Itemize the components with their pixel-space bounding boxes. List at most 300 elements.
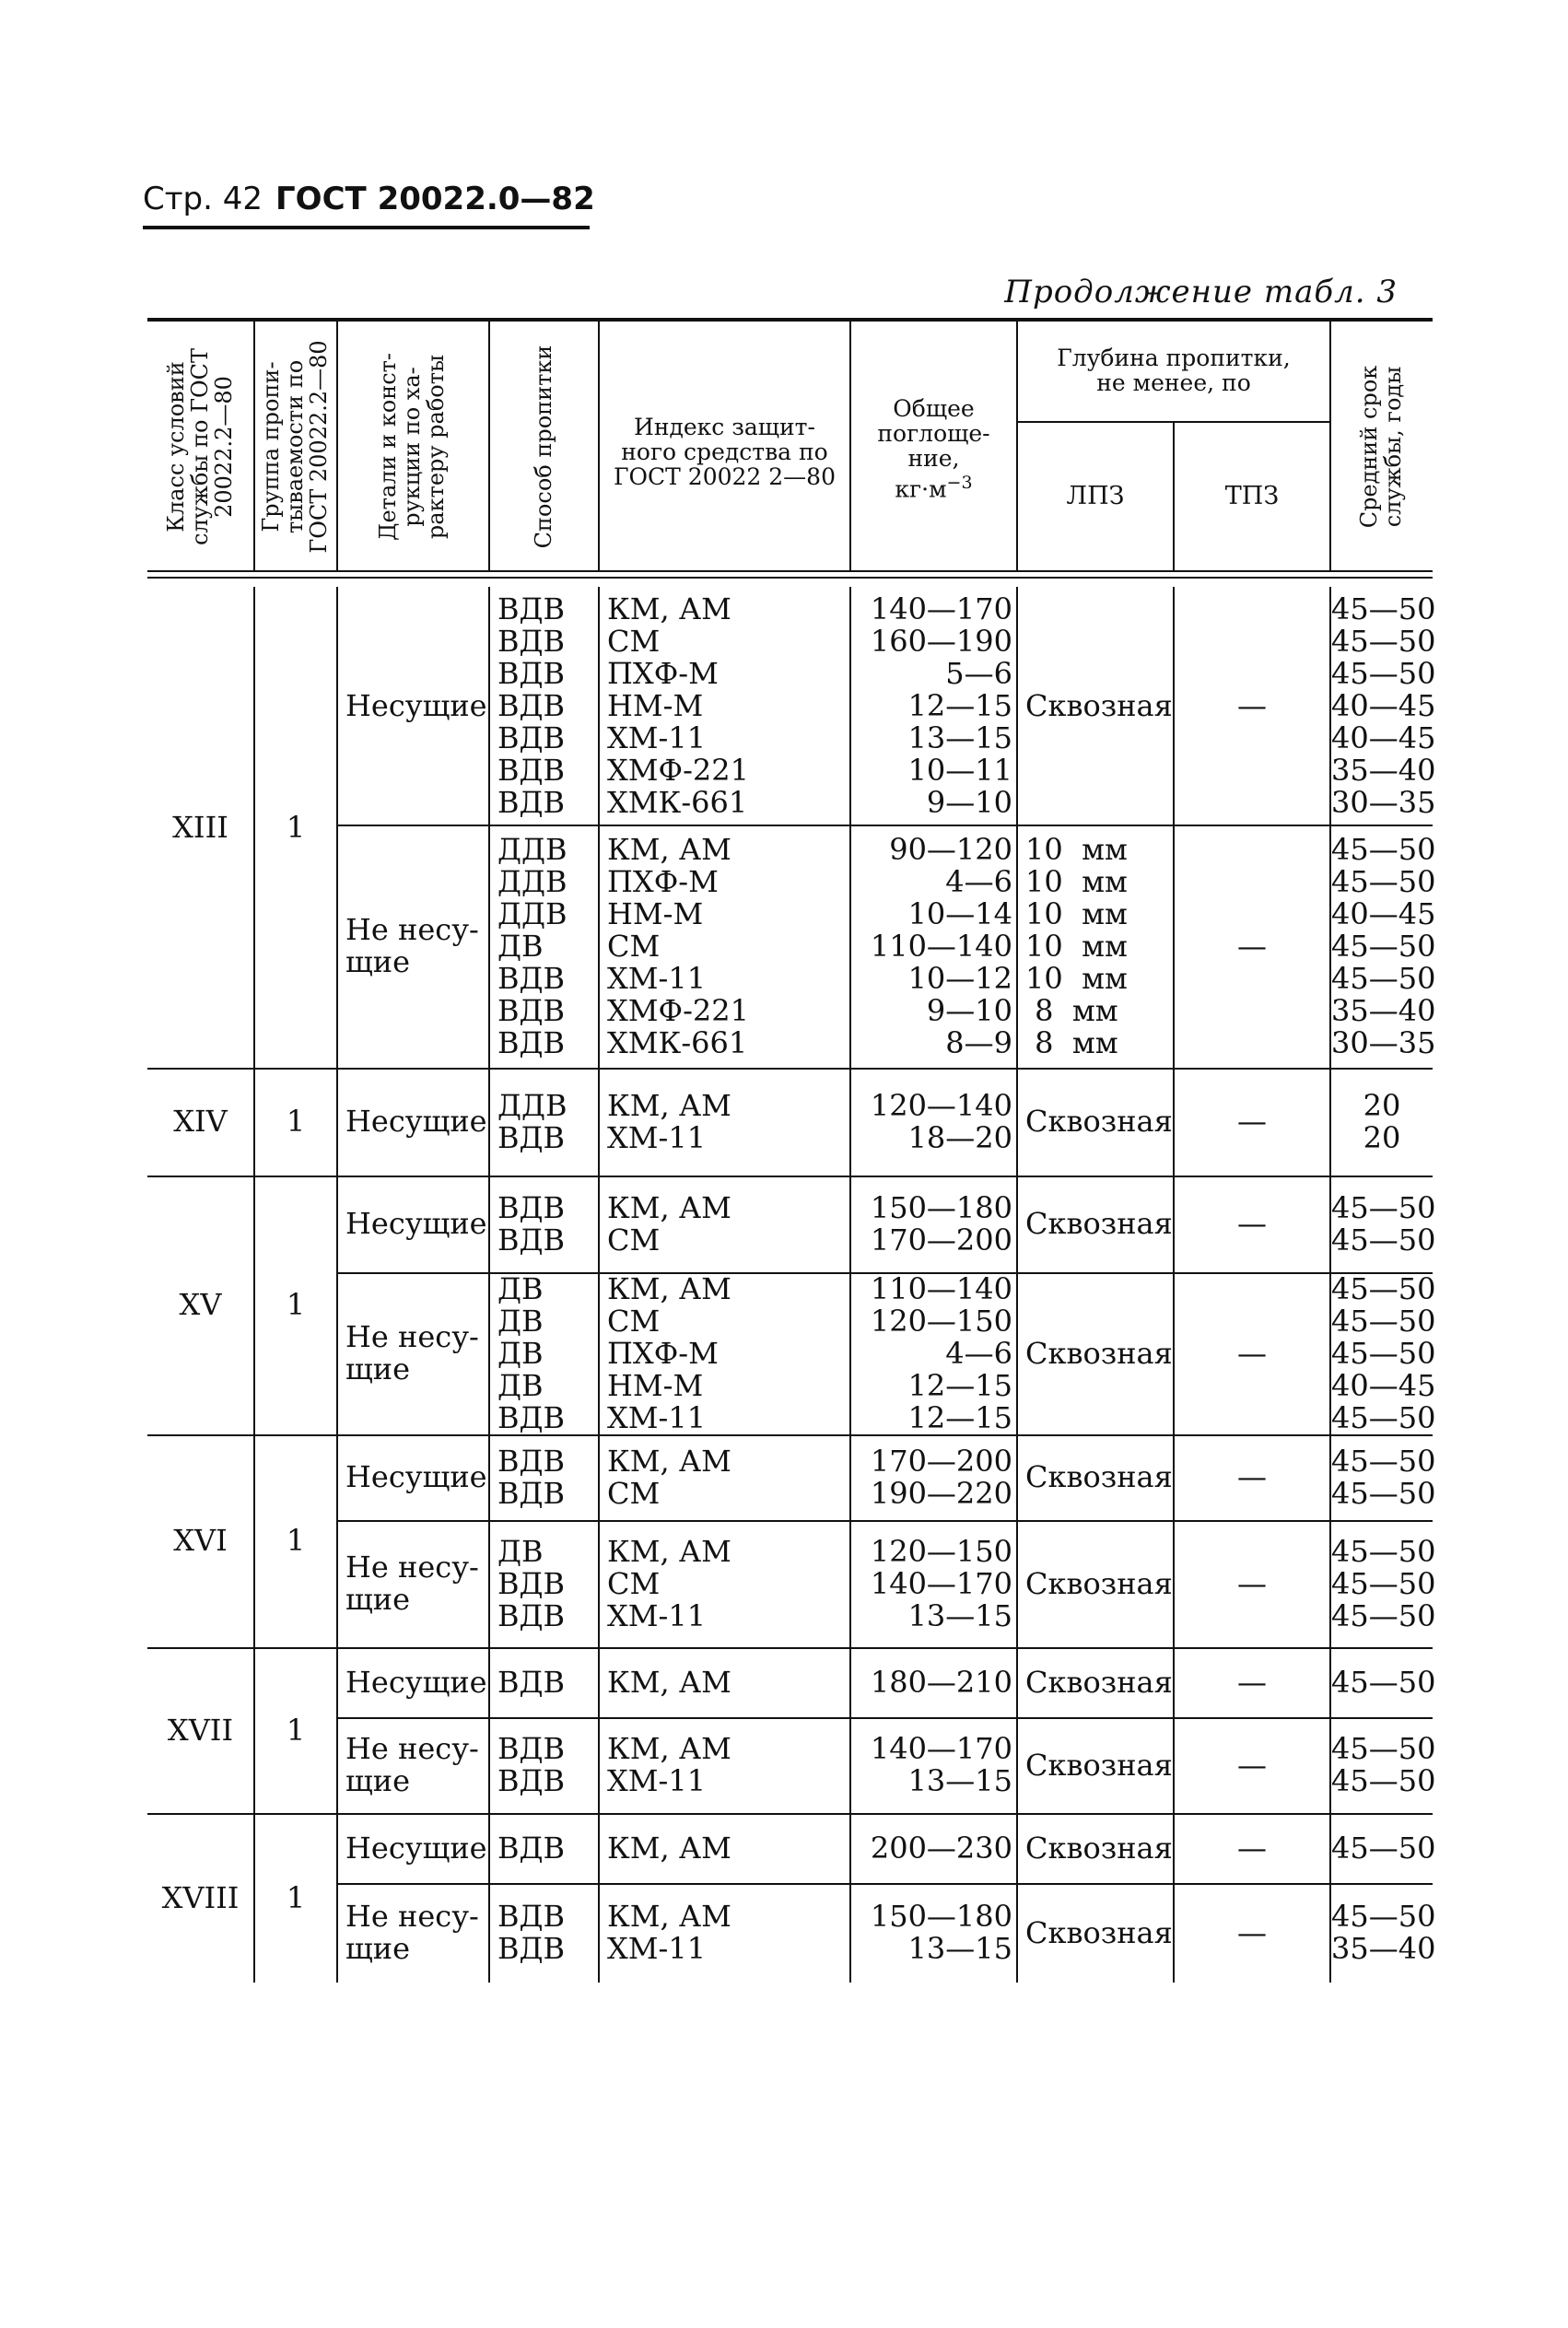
cell-line: ДВ — [497, 1335, 544, 1371]
life-cell — [1331, 1647, 1436, 1717]
cell-line: 140—170 — [870, 1731, 1012, 1766]
absorption-cell — [855, 1717, 1012, 1813]
cell-line: КМ, АМ — [607, 831, 731, 867]
method-cell — [497, 825, 591, 1068]
method-cell — [497, 1647, 591, 1717]
cell-line: Сквозная — [1025, 1664, 1173, 1700]
cell-line: Сквозная — [1025, 1914, 1173, 1950]
lpz-cell — [1025, 1434, 1171, 1520]
body-col-divider — [849, 587, 851, 1983]
cell-line: 9—10 — [926, 992, 1012, 1028]
cell-line: 13—15 — [907, 1931, 1012, 1966]
parts-cell — [345, 1647, 486, 1717]
cell-line: 12—15 — [907, 1367, 1012, 1403]
cell-line: ВДВ — [497, 1119, 566, 1155]
cell-line: 5—6 — [945, 655, 1012, 691]
cell-line: 30—35 — [1331, 1024, 1436, 1060]
group-cell — [255, 1813, 336, 1983]
absorption-cell — [855, 1647, 1012, 1717]
parts-cell — [345, 1176, 486, 1272]
cell-line: 45—50 — [1331, 1597, 1436, 1633]
class-value: XIV — [173, 1104, 228, 1139]
cell-line: 40—45 — [1331, 719, 1436, 755]
cell-line: НМ-М — [607, 895, 704, 931]
method-cell — [497, 1434, 591, 1520]
life-cell — [1331, 1270, 1436, 1435]
absorption-cell — [855, 1813, 1012, 1883]
cell-line: КМ, АМ — [607, 1664, 731, 1700]
lpz-cell — [1025, 825, 1171, 1068]
cell-line: 45—50 — [1331, 1399, 1436, 1435]
cell-line: 150—180 — [870, 1899, 1012, 1934]
cell-line: ХМ-11 — [607, 1399, 707, 1435]
absorption-cell — [855, 1176, 1012, 1272]
cell-line: 45—50 — [1331, 655, 1436, 691]
cell-line: Несущие — [345, 1104, 487, 1139]
cell-line: Несущие — [345, 1664, 487, 1700]
cell-line: 13—15 — [907, 1597, 1012, 1633]
cell-line: ВДВ — [497, 623, 566, 659]
index-cell — [607, 1434, 842, 1520]
lpz-cell — [1025, 1717, 1171, 1813]
group-value: 1 — [286, 1712, 306, 1748]
cell-line: щие — [345, 1582, 411, 1617]
cell-line: ВДВ — [497, 752, 566, 788]
absorption-cell — [855, 1434, 1012, 1520]
cell-line: 8—9 — [945, 1024, 1012, 1060]
method-cell — [497, 587, 591, 825]
tpz-value: — — [1237, 1335, 1267, 1371]
cell-line: Не несу- — [345, 1731, 479, 1766]
cell-line: 40—45 — [1331, 687, 1436, 723]
cell-line: 8 мм — [1025, 992, 1118, 1028]
cell-line: 110—140 — [870, 928, 1012, 964]
tpz-cell — [1175, 825, 1329, 1068]
cell-line: ХМ-11 — [607, 1119, 707, 1155]
cell-line: 45—50 — [1331, 1222, 1436, 1258]
class-value: XVIII — [161, 1879, 240, 1915]
life-cell — [1331, 825, 1436, 1068]
header-depth: Глубина пропитки, не менее, по — [1057, 345, 1291, 396]
class-cell — [147, 1434, 253, 1647]
lpz-cell — [1025, 1520, 1171, 1647]
cell-line: 12—15 — [907, 1399, 1012, 1435]
cell-line: Сквозная — [1025, 1335, 1173, 1371]
cell-line: 190—220 — [870, 1475, 1012, 1511]
tpz-cell — [1175, 1647, 1329, 1717]
index-cell — [607, 1813, 842, 1883]
cell-line: Не несу- — [345, 1550, 479, 1585]
cell-line: 9—10 — [926, 784, 1012, 820]
tpz-value: — — [1237, 1565, 1267, 1601]
cell-line: ВДВ — [497, 1475, 566, 1511]
cell-line: ХМ-11 — [607, 1597, 707, 1633]
cell-line: ХМ-11 — [607, 960, 707, 996]
cell-line: ВДВ — [497, 1731, 566, 1766]
cell-line: Несущие — [345, 1459, 487, 1494]
header-bottom-rule-2 — [147, 577, 1433, 579]
tpz-value: — — [1237, 1914, 1267, 1950]
cell-line: КМ, АМ — [607, 1443, 731, 1479]
parts-cell — [345, 587, 486, 825]
cell-line: Сквозная — [1025, 1459, 1173, 1494]
class-cell — [147, 1068, 253, 1176]
cell-line: ВДВ — [497, 1830, 566, 1866]
cell-line: 45—50 — [1331, 1475, 1436, 1511]
cell-line: ВДВ — [497, 1931, 566, 1966]
life-cell — [1331, 1176, 1436, 1272]
cell-line: ВДВ — [497, 687, 566, 723]
cell-line: щие — [345, 1931, 411, 1966]
cell-line: ВДВ — [497, 591, 566, 626]
cell-line: КМ, АМ — [607, 1189, 731, 1225]
group-value: 1 — [286, 1104, 306, 1139]
col-divider-1 — [253, 321, 255, 571]
tpz-value: — — [1237, 1830, 1267, 1866]
header-lpz: ЛПЗ — [1066, 482, 1125, 510]
lpz-cell — [1025, 1176, 1171, 1272]
class-cell — [147, 1176, 253, 1434]
cell-line: 40—45 — [1331, 1367, 1436, 1403]
class-cell — [147, 1813, 253, 1983]
tpz-cell — [1175, 1717, 1329, 1813]
cell-line: Сквозная — [1025, 1206, 1173, 1241]
life-cell — [1331, 1813, 1436, 1883]
lpz-cell — [1025, 1647, 1171, 1717]
body-col-divider — [1016, 587, 1018, 1983]
class-value: XIII — [172, 809, 228, 845]
cell-line: 45—50 — [1331, 863, 1436, 899]
parts-cell — [345, 1068, 486, 1176]
cell-line: ДВ — [497, 1533, 544, 1569]
tpz-cell — [1175, 1813, 1329, 1883]
cell-line: 45—50 — [1331, 623, 1436, 659]
cell-line: 13—15 — [907, 1763, 1012, 1798]
cell-line: ВДВ — [497, 1565, 566, 1601]
lpz-cell — [1025, 1813, 1171, 1883]
cell-line: ВДВ — [497, 1222, 566, 1258]
class-value: XVII — [167, 1712, 234, 1748]
cell-line: 45—50 — [1331, 928, 1436, 964]
cell-line: КМ, АМ — [607, 1533, 731, 1569]
cell-line: ПХФ-М — [607, 655, 719, 691]
absorption-cell — [855, 825, 1012, 1068]
tpz-value: — — [1237, 1104, 1267, 1139]
group-cell — [255, 587, 336, 1068]
parts-cell — [345, 1520, 486, 1647]
class-cell — [147, 587, 253, 1068]
cell-line: ВДВ — [497, 1189, 566, 1225]
group-value: 1 — [286, 1287, 306, 1322]
cell-line: 4—6 — [945, 863, 1012, 899]
tpz-cell — [1175, 1272, 1329, 1434]
cell-line: ХМФ-221 — [607, 992, 749, 1028]
tpz-value: — — [1237, 687, 1267, 723]
header-parts: Детали и конст- рукции по ха- рактеру работы — [375, 352, 449, 542]
group-cell — [255, 1068, 336, 1176]
col-divider-8 — [1329, 321, 1331, 571]
cell-line: 45—50 — [1331, 591, 1436, 626]
life-cell — [1331, 1717, 1436, 1813]
cell-line: 160—190 — [870, 623, 1012, 659]
parts-cell — [345, 825, 486, 1068]
cell-line: 170—200 — [870, 1222, 1012, 1258]
cell-line: 45—50 — [1331, 1533, 1436, 1569]
cell-line: СМ — [607, 623, 661, 659]
cell-line: КМ, АМ — [607, 1731, 731, 1766]
cell-line: 110—140 — [870, 1270, 1012, 1306]
cell-line: НМ-М — [607, 687, 704, 723]
cell-line: ВДВ — [497, 1399, 566, 1435]
class-value: XV — [179, 1287, 222, 1322]
data-table — [147, 318, 1436, 2156]
cell-line: ДВ — [497, 1367, 544, 1403]
page-header — [143, 181, 595, 217]
cell-line: ВДВ — [497, 1763, 566, 1798]
method-cell — [497, 1717, 591, 1813]
lpz-cell — [1025, 1272, 1171, 1434]
index-cell — [607, 1272, 842, 1434]
body-col-divider — [598, 587, 600, 1983]
cell-line: Не несу- — [345, 912, 479, 947]
cell-line: ВДВ — [497, 719, 566, 755]
method-cell — [497, 1883, 591, 1983]
header-absorption: Общее поглоще- ние, $кг\cdot м^{-3}$ — [877, 395, 990, 503]
index-cell — [607, 1176, 842, 1272]
lpz-cell — [1025, 587, 1171, 825]
cell-line: 120—140 — [870, 1087, 1012, 1123]
cell-line: 10 мм — [1025, 863, 1128, 899]
cell-line: Сквозная — [1025, 1747, 1173, 1783]
method-cell — [497, 1272, 591, 1434]
parts-cell — [345, 1272, 486, 1434]
cell-line: Не несу- — [345, 1899, 479, 1934]
absorption-cell — [855, 1520, 1012, 1647]
method-cell — [497, 1176, 591, 1272]
group-cell — [255, 1434, 336, 1647]
cell-line: 180—210 — [870, 1664, 1012, 1700]
cell-line: Несущие — [345, 687, 487, 723]
table-top-rule — [147, 318, 1433, 322]
tpz-cell — [1175, 587, 1329, 825]
cell-line: 10 мм — [1025, 895, 1128, 931]
life-cell — [1331, 1520, 1436, 1647]
cell-line: ВДВ — [497, 784, 566, 820]
cell-line: 35—40 — [1331, 752, 1436, 788]
cell-line: ХМ-11 — [607, 719, 707, 755]
lpz-cell — [1025, 1068, 1171, 1176]
cell-line: 30—35 — [1331, 784, 1436, 820]
col-divider-3 — [488, 321, 490, 571]
cell-line: Сквозная — [1025, 1565, 1173, 1601]
cell-line: 10—14 — [907, 895, 1012, 931]
cell-line: ДДВ — [497, 863, 568, 899]
header-method: Способ пропитки — [531, 345, 556, 549]
body-col-divider — [488, 587, 490, 1983]
cell-line: 45—50 — [1331, 1303, 1436, 1339]
cell-line: ПХФ-М — [607, 863, 719, 899]
cell-line: Сквозная — [1025, 1104, 1173, 1139]
cell-line: СМ — [607, 1475, 661, 1511]
tpz-cell — [1175, 1883, 1329, 1983]
group-value: 1 — [286, 1523, 306, 1558]
cell-line: 45—50 — [1331, 1443, 1436, 1479]
cell-line: ВДВ — [497, 1597, 566, 1633]
cell-line: 20 — [1363, 1119, 1401, 1155]
cell-line: 140—170 — [870, 1565, 1012, 1601]
cell-line: Сквозная — [1025, 687, 1173, 723]
cell-line: 40—45 — [1331, 895, 1436, 931]
header-tpz: ТПЗ — [1224, 482, 1280, 510]
cell-line: ХМ-11 — [607, 1931, 707, 1966]
index-cell — [607, 1068, 842, 1176]
tpz-value: — — [1237, 928, 1267, 964]
group-cell — [255, 1647, 336, 1813]
cell-line: 18—20 — [907, 1119, 1012, 1155]
header-rule — [143, 226, 590, 229]
cell-line: ВДВ — [497, 1443, 566, 1479]
index-cell — [607, 1647, 842, 1717]
cell-line: 45—50 — [1331, 1565, 1436, 1601]
cell-line: НМ-М — [607, 1367, 704, 1403]
cell-line: ДВ — [497, 1303, 544, 1339]
cell-line: КМ, АМ — [607, 1899, 731, 1934]
cell-line: щие — [345, 1351, 411, 1386]
cell-line: 35—40 — [1331, 1931, 1436, 1966]
tpz-value: — — [1237, 1459, 1267, 1494]
cell-line: СМ — [607, 1303, 661, 1339]
cell-line: ДДВ — [497, 1087, 568, 1123]
parts-cell — [345, 1883, 486, 1983]
method-cell — [497, 1813, 591, 1883]
cell-line: ДДВ — [497, 831, 568, 867]
cell-line: 10 мм — [1025, 928, 1128, 964]
table-continuation-caption: Продолжение табл. 3 — [1004, 274, 1398, 310]
index-cell — [607, 1717, 842, 1813]
cell-line: ВДВ — [497, 1024, 566, 1060]
cell-line: 90—120 — [889, 831, 1012, 867]
cell-line: 200—230 — [870, 1830, 1012, 1866]
cell-line: щие — [345, 1763, 411, 1798]
header-index: Индекс защит- ного средства по ГОСТ 20022 2—80 — [614, 414, 836, 490]
tpz-value: — — [1237, 1747, 1267, 1783]
tpz-cell — [1175, 1434, 1329, 1520]
parts-cell — [345, 1813, 486, 1883]
tpz-cell — [1175, 1520, 1329, 1647]
index-cell — [607, 825, 842, 1068]
index-cell — [607, 1520, 842, 1647]
cell-line: Несущие — [345, 1206, 487, 1241]
parts-cell — [345, 1717, 486, 1813]
cell-line: ВДВ — [497, 960, 566, 996]
cell-line: СМ — [607, 1222, 661, 1258]
cell-line: 10—11 — [907, 752, 1012, 788]
cell-line: КМ, АМ — [607, 1087, 731, 1123]
absorption-cell — [855, 1068, 1012, 1176]
cell-line: КМ, АМ — [607, 1270, 731, 1306]
method-cell — [497, 1068, 591, 1176]
cell-line: КМ, АМ — [607, 591, 731, 626]
cell-line: ХМК-661 — [607, 1024, 748, 1060]
cell-line: Сквозная — [1025, 1830, 1173, 1866]
tpz-value: — — [1237, 1206, 1267, 1241]
group-value: 1 — [286, 1879, 306, 1915]
cell-line: 12—15 — [907, 687, 1012, 723]
cell-line: КМ, АМ — [607, 1830, 731, 1866]
cell-line: 20 — [1363, 1087, 1401, 1123]
cell-line: 35—40 — [1331, 992, 1436, 1028]
cell-line: 150—180 — [870, 1189, 1012, 1225]
life-cell — [1331, 1883, 1436, 1983]
cell-line: ДВ — [497, 1270, 544, 1306]
group-cell — [255, 1176, 336, 1434]
col-divider-2 — [336, 321, 338, 571]
cell-line: Не несу- — [345, 1319, 479, 1354]
cell-line: 45—50 — [1331, 1270, 1436, 1306]
cell-line: 45—50 — [1331, 1664, 1436, 1700]
cell-line: СМ — [607, 928, 661, 964]
cell-line: СМ — [607, 1565, 661, 1601]
tpz-cell — [1175, 1068, 1329, 1176]
class-value: XVI — [173, 1523, 228, 1558]
cell-line: 45—50 — [1331, 1830, 1436, 1866]
header-life: Средний срок службы, годы — [1356, 365, 1406, 529]
cell-line: 45—50 — [1331, 960, 1436, 996]
cell-line: 45—50 — [1331, 1189, 1436, 1225]
lpz-cell — [1025, 1883, 1171, 1983]
cell-line: ХМ-11 — [607, 1763, 707, 1798]
class-cell — [147, 1647, 253, 1813]
cell-line: 8 мм — [1025, 1024, 1118, 1060]
life-cell — [1331, 587, 1436, 825]
cell-line: 10 мм — [1025, 960, 1128, 996]
body-col-divider — [336, 587, 338, 1983]
cell-line: 4—6 — [945, 1335, 1012, 1371]
cell-line: 10 мм — [1025, 831, 1128, 867]
index-cell — [607, 587, 842, 825]
absorption-cell — [855, 1883, 1012, 1983]
cell-line: ДДВ — [497, 895, 568, 931]
cell-line: Несущие — [345, 1830, 487, 1866]
cell-line: ХМФ-221 — [607, 752, 749, 788]
cell-line: ХМК-661 — [607, 784, 748, 820]
tpz-cell — [1175, 1176, 1329, 1272]
standard-number: ГОСТ 20022.0—82 — [275, 181, 595, 217]
method-cell — [497, 1520, 591, 1647]
cell-line: 45—50 — [1331, 831, 1436, 867]
cell-line: ПХФ-М — [607, 1335, 719, 1371]
absorption-cell — [855, 1272, 1012, 1434]
page-label: Стр. 42 — [143, 181, 263, 217]
cell-line: 10—12 — [907, 960, 1012, 996]
cell-line: щие — [345, 944, 411, 979]
cell-line: 45—50 — [1331, 1899, 1436, 1934]
cell-line: ВДВ — [497, 1899, 566, 1934]
life-cell — [1331, 1434, 1436, 1520]
cell-line: ВДВ — [497, 992, 566, 1028]
cell-line: 140—170 — [870, 591, 1012, 626]
cell-line: ДВ — [497, 928, 544, 964]
header-class: Класс условий службы по ГОСТ 20022.2—80 — [163, 347, 237, 546]
group-value: 1 — [286, 809, 306, 845]
cell-line: 45—50 — [1331, 1731, 1436, 1766]
cell-line: 45—50 — [1331, 1763, 1436, 1798]
parts-cell — [345, 1434, 486, 1520]
cell-line: 120—150 — [870, 1533, 1012, 1569]
header-group: Группа пропи- тываемости по ГОСТ 20022.2—80 — [258, 340, 332, 554]
header-bottom-rule — [147, 570, 1433, 572]
tpz-value: — — [1237, 1664, 1267, 1700]
